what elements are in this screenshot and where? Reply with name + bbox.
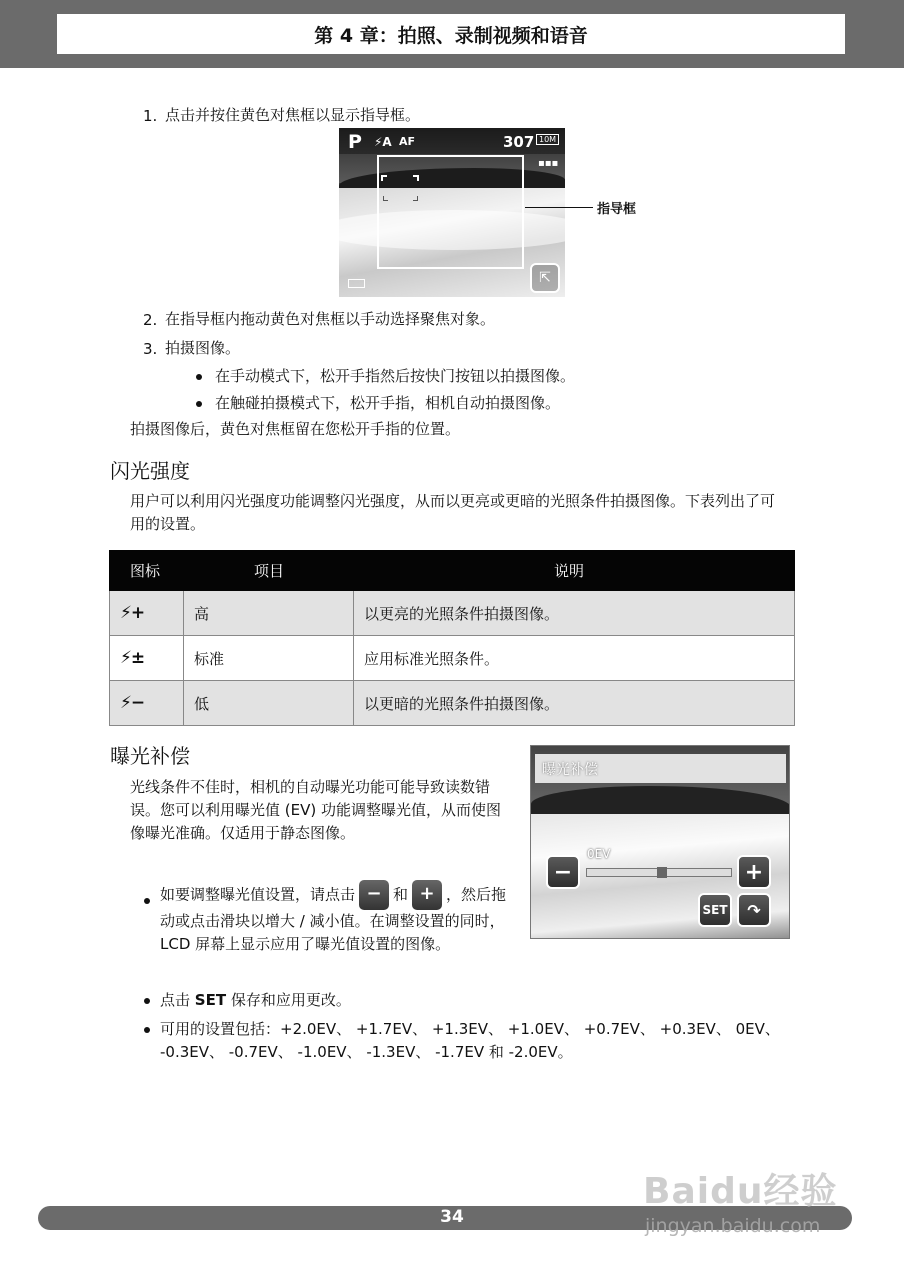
- step-3-text: 拍摄图像。: [165, 339, 241, 357]
- item-cell: 标准: [184, 636, 354, 681]
- set-button[interactable]: SET: [698, 893, 732, 927]
- callout-guide-frame-label: 指导框: [597, 202, 637, 217]
- step-1-text: 点击并按住黄色对焦框以显示指导框。: [165, 106, 421, 124]
- ev-increase-button[interactable]: +: [737, 855, 771, 889]
- program-mode-indicator: P: [348, 131, 362, 153]
- focus-frame-corner[interactable]: [381, 175, 387, 181]
- set-keyword: SET: [194, 991, 227, 1009]
- ev-bullet-adjust: [160, 880, 510, 956]
- battery-icon: [348, 279, 365, 288]
- table-row: [110, 681, 795, 726]
- ev-bullet-adjust-text-2: ，然后拖动或点击滑块以增大 / 减小值。在调整设置的同时， LCD 屏幕上显示应用了曝光值设置的图像。: [160, 885, 507, 953]
- expand-icon: ⇱: [539, 270, 551, 286]
- resolution-badge: 10M: [536, 134, 559, 145]
- bullet: [144, 1027, 150, 1033]
- flash-high-icon: ⚡+: [120, 603, 145, 623]
- watermark-logo: Baidu经验: [643, 1171, 838, 1212]
- page-number: 34: [440, 1207, 464, 1227]
- bullet: [144, 898, 150, 904]
- zoom-frame-button[interactable]: [530, 263, 560, 293]
- column-header-description: 说明: [354, 551, 795, 591]
- chapter-title: 第 4 章：拍照、录制视频和语音: [57, 14, 845, 54]
- ev-bullet-adjust-text: 如要调整曝光值设置，请点击: [160, 885, 356, 904]
- menu-title: 曝光补偿: [542, 762, 598, 778]
- bullet: [196, 401, 202, 407]
- table-row: [110, 591, 795, 636]
- ev-bullet-adjust-and: 和: [393, 885, 409, 904]
- flash-standard-icon: ⚡±: [120, 648, 145, 668]
- bullet: [196, 374, 202, 380]
- table-row: [110, 636, 795, 681]
- description-cell: 以更亮的光照条件拍摄图像。: [354, 591, 795, 636]
- focus-frame-corner[interactable]: [413, 175, 419, 181]
- item-cell: 低: [184, 681, 354, 726]
- flash-settings-table: [109, 550, 795, 726]
- shots-remaining: 307: [503, 133, 535, 151]
- description-cell: 应用标准光照条件。: [354, 636, 795, 681]
- flash-intensity-description: 用户可以利用闪光强度功能调整闪光强度，从而以更亮或更暗的光照条件拍摄图像。下表列出了可用的设置。: [130, 492, 776, 533]
- watermark-url: jingyan.baidu.com: [645, 1215, 821, 1237]
- autofocus-indicator: AF: [399, 135, 416, 148]
- exposure-compensation-heading: 曝光补偿: [110, 744, 190, 768]
- ev-slider-handle[interactable]: [657, 867, 667, 878]
- step-2-number: 2.: [143, 311, 158, 329]
- focus-frame-corner: [413, 196, 418, 201]
- ev-bullet-set-text: 点击: [160, 991, 191, 1009]
- step-3-bullet-2: 在触碰拍摄模式下，松开手指，相机自动拍摄图像。: [215, 394, 561, 412]
- ev-bullet-set: [160, 989, 351, 1012]
- flash-intensity-heading: 闪光强度: [110, 459, 190, 483]
- return-button[interactable]: ↷: [737, 893, 771, 927]
- camera-screen-exposure: [530, 745, 790, 939]
- exposure-compensation-description: 光线条件不佳时，相机的自动曝光功能可能导致读数错误。您可以利用曝光值 (EV) 功能调整曝光值，从而使图像曝光准确。仅适用于静态图像。: [130, 778, 501, 842]
- ev-decrease-button[interactable]: −: [546, 855, 580, 889]
- description-cell: 以更暗的光照条件拍摄图像。: [354, 681, 795, 726]
- ev-bullet-set-text-2: 保存和应用更改。: [226, 991, 351, 1009]
- column-header-item: 项目: [184, 551, 354, 591]
- bullet: [144, 998, 150, 1004]
- ev-value-label: 0EV: [587, 847, 611, 861]
- focus-frame-corner: [383, 196, 388, 201]
- guide-frame[interactable]: [377, 155, 524, 269]
- column-header-icon: 图标: [110, 551, 184, 591]
- minus-button-icon: −: [359, 880, 389, 910]
- camera-screen-guide-frame: [339, 128, 565, 297]
- ev-bullet-values: 可用的设置包括：+2.0EV、 +1.7EV、 +1.3EV、 +1.0EV、 +0.7EV、 +0.3EV、 0EV、 -0.3EV、 -0.7EV、 -1.0EV、 -1.3EV、 -1.7EV 和 -2.0EV。: [160, 1020, 780, 1061]
- flash-low-icon: ⚡−: [120, 693, 145, 713]
- plus-button-icon: +: [412, 880, 442, 910]
- table-header-row: [110, 551, 795, 591]
- step-3-bullet-1: 在手动模式下，松开手指然后按快门按钮以拍摄图像。: [215, 367, 576, 385]
- flash-auto-icon: ⚡A: [374, 135, 392, 149]
- step-1-number: 1.: [143, 107, 158, 125]
- after-capture-note: 拍摄图像后，黄色对焦框留在您松开手指的位置。: [130, 420, 461, 438]
- callout-line: [525, 207, 593, 208]
- item-cell: 高: [184, 591, 354, 636]
- quality-icon: ▪▪▪: [538, 158, 559, 169]
- step-2-text: 在指导框内拖动黄色对焦框以手动选择聚焦对象。: [165, 310, 496, 328]
- step-3-number: 3.: [143, 340, 158, 358]
